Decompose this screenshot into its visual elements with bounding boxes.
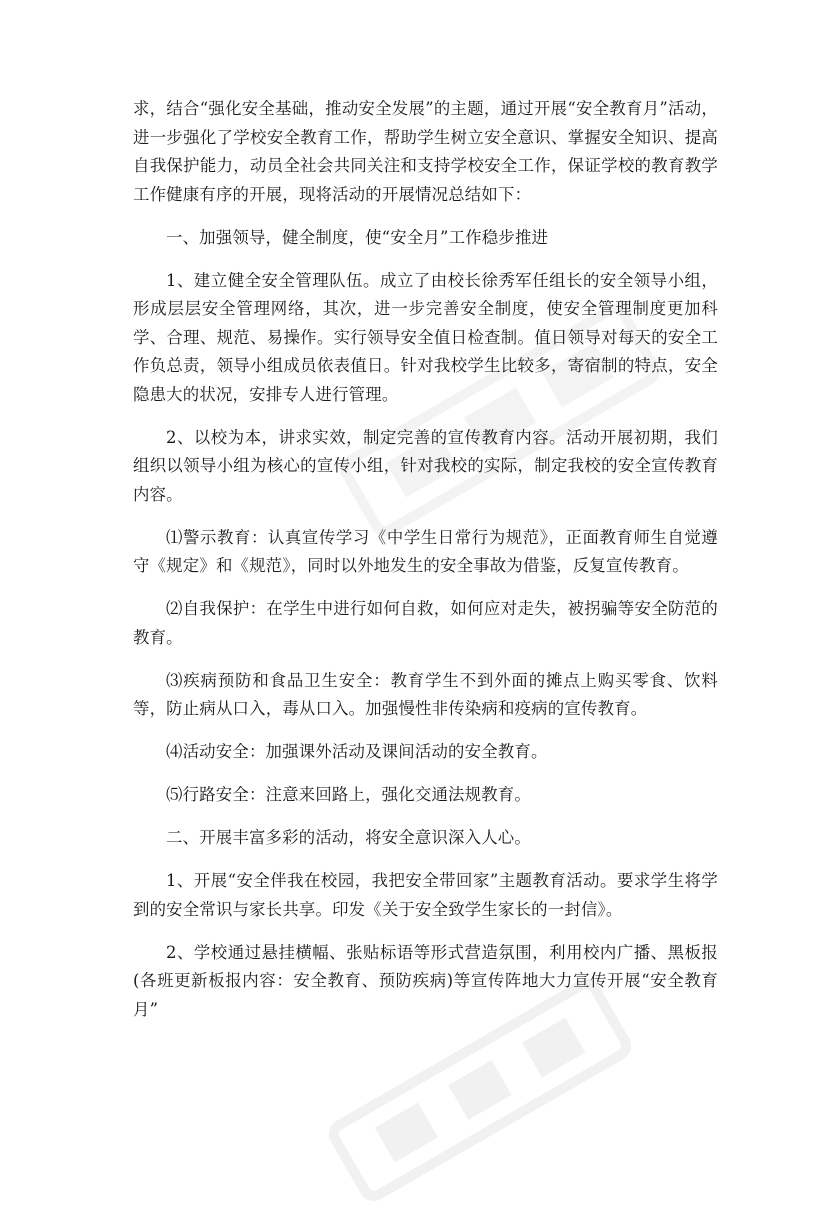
paragraph-2-2: 2、学校通过悬挂横幅、张贴标语等形式营造氛围，利用校内广播、黑板报(各班更新板报内容：安全教育、预防疾病)等宣传阵地大力宣传开展“安全教育月” — [133, 942, 718, 1019]
paragraph-item-4: ⑷活动安全：加强课外活动及课间活动的安全教育。 — [166, 742, 548, 761]
paragraph-item-2: ⑵自我保护：在学生中进行如何自救，如何应对走失，被拐骗等安全防范的教育。 — [133, 599, 718, 647]
paragraph-item-1: ⑴警示教育：认真宣传学习《中学生日常行为规范》，正面教育师生自觉遵守《规定》和《规范》，同时以外地发生的安全事故为借鉴，反复宣传教育。 — [133, 527, 718, 575]
paragraph-item-3: ⑶疾病预防和食品卫生安全：教育学生不到外面的摊点上购买零食、饮料等，防止病从口入，毒从口入。加强慢性非传染病和疫病的宣传教育。 — [133, 670, 718, 718]
paragraph-1-2: 2、以校为本，讲求实效，制定完善的宣传教育内容。活动开展初期，我们组织以领导小组为核心的宣传小组，针对我校的实际，制定我校的安全宣传教育内容。 — [133, 427, 718, 504]
paragraph-intro: 求，结合“强化安全基础，推动安全发展”的主题，通过开展“安全教育月”活动，进一步强化了学校安全教育工作，帮助学生树立安全意识、掌握安全知识、提高自我保护能力，动员全社会共同关注和支持学校安全工作，保证学校的教育教学工作健康有序的开展，现将活动的开展情况总结如下： — [133, 99, 718, 204]
paragraph-2-1: 1、开展“安全伴我在校园，我把安全带回家”主题教育活动。要求学生将学到的安全常识与家长共享。印发《关于安全致学生家长的一封信》。 — [133, 871, 718, 919]
heading-section-2: 二、开展丰富多彩的活动，将安全意识深入人心。 — [166, 828, 531, 847]
paragraph-1-1: 1、建立健全安全管理队伍。成立了由校长徐秀军任组长的安全领导小组，形成层层安全管理网络，其次，进一步完善安全制度，使安全管理制度更加科学、合理、规范、易操作。实行领导安全值日检查制。值日领导对每天的安全工作负总责，领导小组成员依表值日。针对我校学生比较多，寄宿制的特点，安全隐患大的状况，安排专人进行管理。 — [133, 270, 718, 404]
paragraph-item-5: ⑸行路安全：注意来回路上，强化交通法规教育。 — [166, 785, 531, 804]
heading-section-1: 一、加强领导，健全制度，使“安全月”工作稳步推进 — [166, 227, 549, 247]
document-body — [133, 95, 718, 1039]
